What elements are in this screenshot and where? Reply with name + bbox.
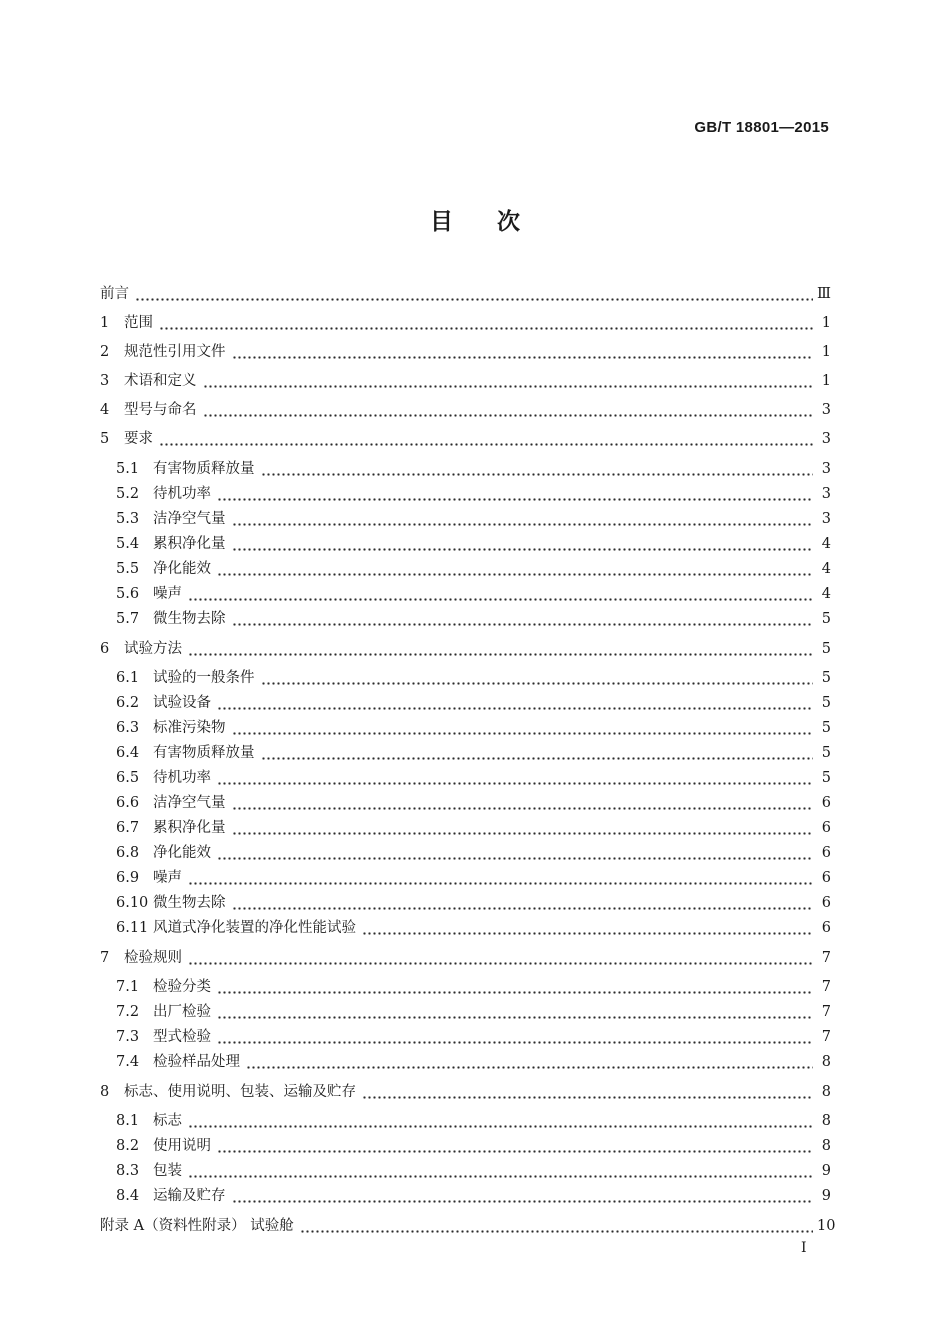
toc-entry-page: 4	[821, 561, 831, 577]
toc-dot-leader	[188, 638, 813, 660]
toc-dot-leader	[217, 692, 813, 714]
toc-entry-page: 8	[821, 1084, 831, 1100]
toc-entry-number: 7.4	[116, 1054, 140, 1070]
toc-entry-number: 5.5	[116, 561, 140, 577]
toc-entry[interactable]	[116, 533, 831, 555]
standard-code: GB/T 18801—2015	[694, 119, 829, 136]
toc-entry-page: 7	[821, 950, 831, 966]
toc-entry-number: 8	[100, 1084, 110, 1100]
toc-entry[interactable]	[100, 638, 831, 660]
toc-dot-leader	[300, 1215, 813, 1237]
toc-dot-leader	[232, 892, 814, 914]
toc-entry[interactable]	[116, 817, 831, 839]
toc-entry-number: 6.9	[116, 870, 140, 886]
toc-entry-page: 5	[821, 611, 831, 627]
toc-entry-label: 噪声	[153, 870, 182, 886]
toc-entry-number: 6.8	[116, 845, 140, 861]
toc-entry-page: 6	[821, 845, 831, 861]
toc-entry-label: 出厂检验	[153, 1004, 211, 1020]
toc-entry-label: 微生物去除	[153, 611, 226, 627]
toc-entry-page: 6	[821, 820, 831, 836]
toc-title-char-2: 次	[497, 209, 520, 235]
toc-dot-leader	[362, 917, 813, 939]
toc-entry-number: 5.2	[116, 486, 140, 502]
toc-title-char-1: 目	[430, 209, 453, 235]
toc-entry[interactable]	[116, 1026, 831, 1048]
toc-entry[interactable]	[116, 458, 831, 480]
toc-entry-number: 8.1	[116, 1113, 140, 1129]
toc-entry-number: 5.7	[116, 611, 140, 627]
toc-entry[interactable]	[116, 917, 831, 939]
toc-entry-label: 检验样品处理	[153, 1054, 240, 1070]
toc-dot-leader	[203, 399, 814, 421]
toc-entry-page: 8	[821, 1113, 831, 1129]
toc-dot-leader	[217, 842, 813, 864]
toc-dot-leader	[188, 947, 813, 969]
toc-entry-number: 5.6	[116, 586, 140, 602]
toc-dot-leader	[188, 867, 813, 889]
toc-entry-page: 4	[821, 536, 831, 552]
toc-entry[interactable]	[100, 399, 831, 421]
toc-dot-leader	[232, 1185, 814, 1207]
toc-entry[interactable]	[116, 867, 831, 889]
toc-entry[interactable]	[116, 508, 831, 530]
toc-entry[interactable]	[116, 483, 831, 505]
toc-entry-label: 有害物质释放量	[153, 745, 255, 761]
toc-entry-page: 7	[821, 1029, 831, 1045]
toc-entry-page: 1	[821, 315, 831, 331]
toc-entry[interactable]	[100, 341, 831, 363]
toc-entry[interactable]	[116, 667, 831, 689]
toc-entry-label: 微生物去除	[153, 895, 226, 911]
toc-entry-label: 净化能效	[153, 845, 211, 861]
toc-dot-leader	[232, 508, 814, 530]
toc-entry-number: 6.7	[116, 820, 140, 836]
toc-entry[interactable]	[100, 312, 831, 334]
toc-entry-number: 6.3	[116, 720, 140, 736]
toc-entry-label: 试验的一般条件	[153, 670, 255, 686]
toc-entry-label: 型号与命名	[124, 402, 197, 418]
toc-entry[interactable]	[100, 1081, 831, 1103]
toc-dot-leader	[232, 341, 814, 363]
toc-entry-label: 累积净化量	[153, 820, 226, 836]
toc-entry-number: 5.3	[116, 511, 140, 527]
toc-dot-leader	[261, 742, 814, 764]
toc-dot-leader	[188, 583, 813, 605]
toc-entry[interactable]	[116, 583, 831, 605]
toc-dot-leader	[217, 1026, 813, 1048]
toc-entry-label: 附录 A（资料性附录） 试验舱	[100, 1218, 294, 1234]
toc-entry-page: 6	[821, 895, 831, 911]
toc-dot-leader	[159, 312, 813, 334]
toc-entry-label: 要求	[124, 431, 153, 447]
toc-entry-page: 3	[821, 461, 831, 477]
toc-entry-label: 待机功率	[153, 486, 211, 502]
toc-entry[interactable]	[116, 892, 831, 914]
toc-entry-number: 8.2	[116, 1138, 140, 1154]
toc-dot-leader	[159, 428, 813, 450]
toc-entry-label: 净化能效	[153, 561, 211, 577]
toc-entry-number: 4	[100, 402, 110, 418]
toc-entry-label: 风道式净化装置的净化性能试验	[153, 920, 356, 936]
toc-entry[interactable]	[100, 283, 831, 305]
toc-title	[0, 203, 950, 236]
toc-entry-page: Ⅲ	[817, 286, 831, 302]
toc-dot-leader	[232, 817, 814, 839]
toc-dot-leader	[217, 767, 813, 789]
toc-entry[interactable]	[116, 842, 831, 864]
toc-entry-page: 5	[821, 641, 831, 657]
toc-entry-page: 5	[821, 670, 831, 686]
toc-entry-label: 使用说明	[153, 1138, 211, 1154]
toc-entry[interactable]	[116, 1160, 831, 1182]
toc-entry-label: 噪声	[153, 586, 182, 602]
toc-entry-page: 1	[821, 344, 831, 360]
toc-entry-label: 型式检验	[153, 1029, 211, 1045]
toc-entry-number: 8.4	[116, 1188, 140, 1204]
toc-entry-label: 标志、使用说明、包装、运输及贮存	[124, 1084, 356, 1100]
toc-entry-page: 6	[821, 870, 831, 886]
toc-entry-number: 7.3	[116, 1029, 140, 1045]
toc-entry-page: 6	[821, 795, 831, 811]
toc-entry-page: 8	[821, 1138, 831, 1154]
toc-entry-number: 7	[100, 950, 110, 966]
toc-entry[interactable]	[100, 947, 831, 969]
toc-dot-leader	[232, 608, 814, 630]
toc-entry-label: 范围	[124, 315, 153, 331]
toc-dot-leader	[217, 1001, 813, 1023]
toc-entry-number: 1	[100, 315, 110, 331]
toc-entry-label: 有害物质释放量	[153, 461, 255, 477]
toc-dot-leader	[188, 1110, 813, 1132]
toc-entry-label: 标志	[153, 1113, 182, 1129]
toc-entry-page: 8	[821, 1054, 831, 1070]
toc-entry-page: 9	[821, 1163, 831, 1179]
toc-entry-page: 5	[821, 695, 831, 711]
toc-entry-number: 5	[100, 431, 110, 447]
toc-entry-number: 8.3	[116, 1163, 140, 1179]
toc-entry-label: 运输及贮存	[153, 1188, 226, 1204]
toc-dot-leader	[261, 667, 814, 689]
toc-entry[interactable]	[100, 1215, 836, 1237]
toc-entry[interactable]	[116, 1001, 831, 1023]
toc-entry-number: 6.5	[116, 770, 140, 786]
toc-entry[interactable]	[116, 1185, 831, 1207]
toc-entry-number: 7.2	[116, 1004, 140, 1020]
toc-entry-page: 4	[821, 586, 831, 602]
toc-entry-label: 术语和定义	[124, 373, 197, 389]
toc-entry[interactable]	[116, 1135, 831, 1157]
toc-entry-page: 7	[821, 979, 831, 995]
toc-entry-label: 待机功率	[153, 770, 211, 786]
toc-dot-leader	[261, 458, 814, 480]
toc-entry-page: 3	[821, 402, 831, 418]
toc-entry-page: 1	[821, 373, 831, 389]
toc-dot-leader	[135, 283, 813, 305]
toc-entry-page: 3	[821, 431, 831, 447]
toc-entry-label: 洁净空气量	[153, 511, 226, 527]
toc-entry[interactable]	[116, 792, 831, 814]
toc-entry[interactable]	[116, 1110, 831, 1132]
toc-dot-leader	[217, 483, 813, 505]
toc-entry[interactable]	[116, 692, 831, 714]
toc-entry-label: 规范性引用文件	[124, 344, 226, 360]
toc-entry[interactable]	[100, 370, 831, 392]
toc-entry-number: 6	[100, 641, 110, 657]
page-number: I	[801, 1240, 807, 1256]
toc-entry-page: 5	[821, 745, 831, 761]
toc-entry-number: 6.6	[116, 795, 140, 811]
toc-entry-page: 3	[821, 486, 831, 502]
toc-entry-number: 6.2	[116, 695, 140, 711]
toc-entry-label: 检验分类	[153, 979, 211, 995]
toc-entry[interactable]	[116, 608, 831, 630]
toc-dot-leader	[217, 558, 813, 580]
toc-entry-label: 前言	[100, 286, 129, 302]
toc-dot-leader	[246, 1051, 813, 1073]
toc-entry-label: 检验规则	[124, 950, 182, 966]
toc-dot-leader	[232, 792, 814, 814]
toc-entry-label: 标准污染物	[153, 720, 226, 736]
toc-dot-leader	[188, 1160, 813, 1182]
toc-entry-page: 7	[821, 1004, 831, 1020]
toc-dot-leader	[232, 717, 814, 739]
toc-dot-leader	[362, 1081, 813, 1103]
toc-entry-number: 7.1	[116, 979, 140, 995]
toc-entry-label: 包装	[153, 1163, 182, 1179]
toc-entry-number: 6.1	[116, 670, 140, 686]
toc-entry-page: 10	[817, 1218, 836, 1234]
toc-dot-leader	[203, 370, 814, 392]
toc-entry-number: 5.4	[116, 536, 140, 552]
toc-entry[interactable]	[116, 717, 831, 739]
toc-entry[interactable]	[116, 742, 831, 764]
toc-entry-label: 试验设备	[153, 695, 211, 711]
toc-entry[interactable]	[116, 767, 831, 789]
toc-entry-page: 9	[821, 1188, 831, 1204]
toc-entry-label: 试验方法	[124, 641, 182, 657]
toc-entry-page: 6	[821, 920, 831, 936]
toc-entry[interactable]	[100, 428, 831, 450]
toc-entry-label: 洁净空气量	[153, 795, 226, 811]
toc-dot-leader	[232, 533, 814, 555]
toc-entry-number: 6.11	[116, 920, 149, 936]
toc-entry-page: 3	[821, 511, 831, 527]
toc-entry-number: 3	[100, 373, 110, 389]
toc-entry-number: 6.10	[116, 895, 149, 911]
toc-entry-number: 2	[100, 344, 110, 360]
toc-dot-leader	[217, 976, 813, 998]
toc-entry-label: 累积净化量	[153, 536, 226, 552]
toc-entry-number: 5.1	[116, 461, 140, 477]
toc-entry-number: 6.4	[116, 745, 140, 761]
toc-entry-page: 5	[821, 720, 831, 736]
toc-entry-page: 5	[821, 770, 831, 786]
toc-entry[interactable]	[116, 976, 831, 998]
toc-dot-leader	[217, 1135, 813, 1157]
toc-entry[interactable]	[116, 1051, 831, 1073]
toc-entry[interactable]	[116, 558, 831, 580]
